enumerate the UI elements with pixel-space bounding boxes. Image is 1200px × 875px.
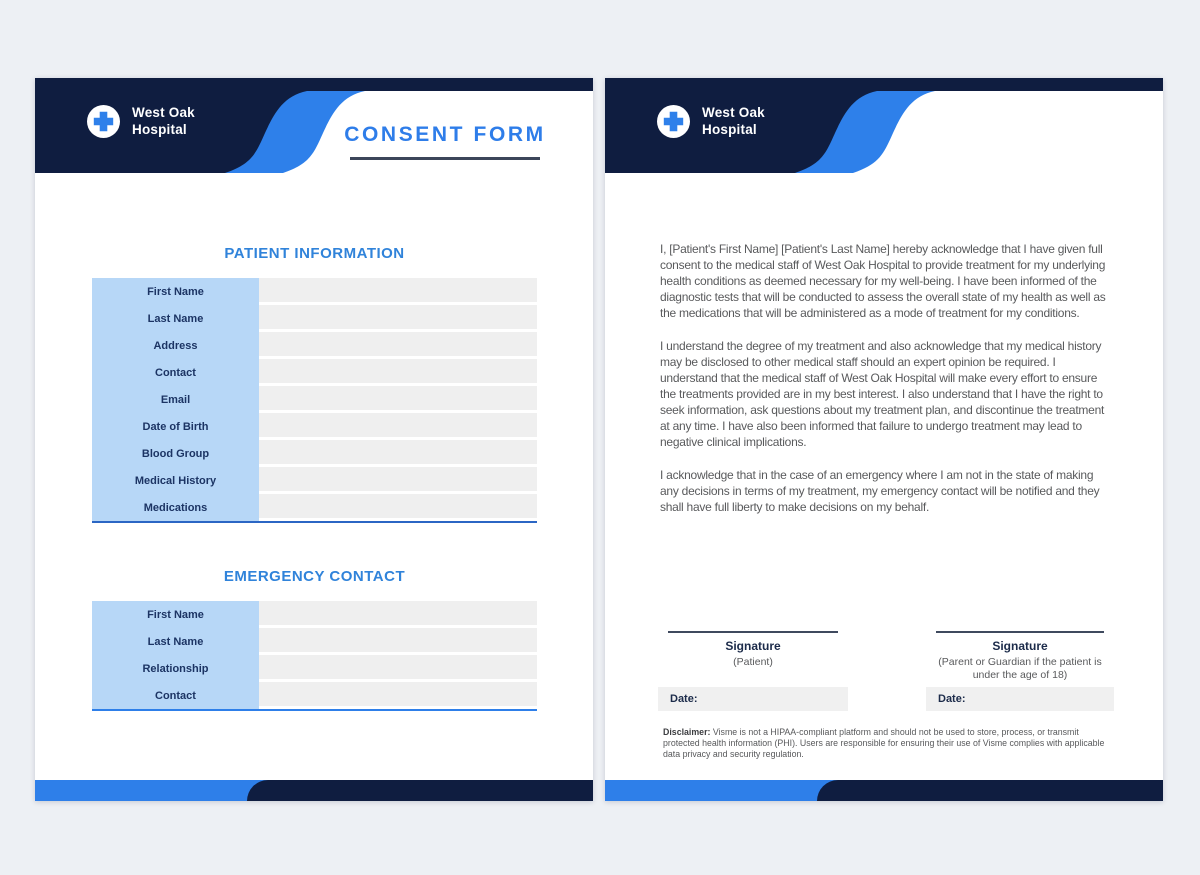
document-title: CONSENT FORM — [344, 123, 546, 146]
table-row — [92, 655, 537, 682]
patient-information-heading: PATIENT INFORMATION — [224, 245, 405, 262]
hospital-name-line1: West Oak — [702, 105, 765, 120]
table-row — [92, 386, 537, 413]
disclaimer — [663, 727, 1115, 759]
footer-navy-band — [247, 780, 593, 801]
page-2 — [605, 78, 1163, 801]
consent-paragraphs — [660, 241, 1112, 532]
patient-information-table — [92, 278, 537, 523]
field-label: Contact — [92, 359, 259, 386]
table-row — [92, 682, 537, 709]
field-value-cell[interactable] — [259, 413, 537, 440]
field-label: Medical History — [92, 467, 259, 494]
page-1 — [35, 78, 593, 801]
table-row — [92, 601, 537, 628]
field-label: Contact — [92, 682, 259, 709]
hospital-logo — [657, 104, 765, 138]
table-row — [92, 278, 537, 305]
signature-sublabel: (Patient) — [733, 656, 773, 668]
signature-line[interactable] — [936, 631, 1104, 633]
disclaimer-label: Disclaimer: — [663, 727, 711, 737]
field-value-cell[interactable] — [259, 628, 537, 655]
signature-line[interactable] — [668, 631, 838, 633]
consent-paragraph: I acknowledge that in the case of an emergency where I am not in the state of making any decisions in terms of my treatment, my emergency contact will be notified and they shall have full liberty to make decisions on my behalf. — [660, 468, 1100, 514]
field-value-cell[interactable] — [259, 305, 537, 332]
field-value-cell[interactable] — [259, 494, 537, 521]
signature-block-patient — [658, 631, 848, 711]
disclaimer-text: Visme is not a HIPAA-compliant platform and should not be used to store, process, or transmit protected health information (PHI). Users are responsible for ensuring their use of Visme complies with applicable data privacy and security regulation. — [663, 727, 1105, 759]
document-title-block — [333, 123, 557, 160]
hospital-name — [702, 104, 765, 138]
signature-sublabel: (Parent or Guardian if the patient is under the age of 18) — [938, 656, 1102, 681]
field-label: Blood Group — [92, 440, 259, 467]
table-row — [92, 332, 537, 359]
consent-paragraph: I understand the degree of my treatment and also acknowledge that my medical history may be disclosed to other medical staff should an expert opinion be required. I understand that the medical staff of West Oak Hospital will make every effort to ensure the treatments provided are in my best interest. I also understand that I have the right to seek information, ask questions about my treatment plan, and discontinue the treatment at any time. I have also been informed that failure to undergo treatment may lead to negative clinical implications. — [660, 339, 1105, 449]
date-field[interactable]: Date: — [658, 687, 848, 711]
field-label: Date of Birth — [92, 413, 259, 440]
page2-header — [605, 78, 1163, 173]
hospital-cross-icon — [657, 105, 690, 138]
field-value-cell[interactable] — [259, 467, 537, 494]
signature-label: Signature — [992, 639, 1048, 653]
field-value-cell[interactable] — [259, 278, 537, 305]
consent-paragraph: I, [Patient's First Name] [Patient's Last Name] hereby acknowledge that I have given full consent to the medical staff of West Oak Hospital to provide treatment for my underlying health conditions as deemed necessary for my well-being. I have been informed of the diagnostic tests that will be conducted to assess the overall state of my health as well as the medications that will be administered as a mode of treatment for my conditions. — [660, 242, 1106, 320]
emergency-contact-table — [92, 601, 537, 711]
field-value-cell[interactable] — [259, 655, 537, 682]
table-row — [92, 628, 537, 655]
page1-header — [35, 78, 593, 173]
table-row — [92, 440, 537, 467]
field-value-cell[interactable] — [259, 359, 537, 386]
date-field[interactable]: Date: — [926, 687, 1114, 711]
field-label: Email — [92, 386, 259, 413]
field-value-cell[interactable] — [259, 386, 537, 413]
field-label: Last Name — [92, 305, 259, 332]
hospital-name — [132, 104, 195, 138]
page1-footer — [35, 780, 593, 801]
hospital-logo — [87, 104, 195, 138]
hospital-name-line1: West Oak — [132, 105, 195, 120]
field-label: Last Name — [92, 628, 259, 655]
page2-footer — [605, 780, 1163, 801]
signature-label: Signature — [725, 639, 781, 653]
hospital-cross-icon — [87, 105, 120, 138]
field-label: Medications — [92, 494, 259, 521]
title-underline — [350, 157, 540, 160]
table-row — [92, 494, 537, 521]
field-label: First Name — [92, 278, 259, 305]
field-value-cell[interactable] — [259, 440, 537, 467]
table-row — [92, 305, 537, 332]
field-value-cell[interactable] — [259, 332, 537, 359]
table-row — [92, 413, 537, 440]
table-row — [92, 359, 537, 386]
hospital-name-line2: Hospital — [132, 122, 187, 137]
signature-block-guardian — [926, 631, 1114, 711]
field-value-cell[interactable] — [259, 682, 537, 709]
field-label: First Name — [92, 601, 259, 628]
emergency-contact-heading: EMERGENCY CONTACT — [223, 568, 406, 585]
field-label: Address — [92, 332, 259, 359]
table-row — [92, 467, 537, 494]
hospital-name-line2: Hospital — [702, 122, 757, 137]
field-label: Relationship — [92, 655, 259, 682]
field-value-cell[interactable] — [259, 601, 537, 628]
footer-navy-band — [817, 780, 1163, 801]
